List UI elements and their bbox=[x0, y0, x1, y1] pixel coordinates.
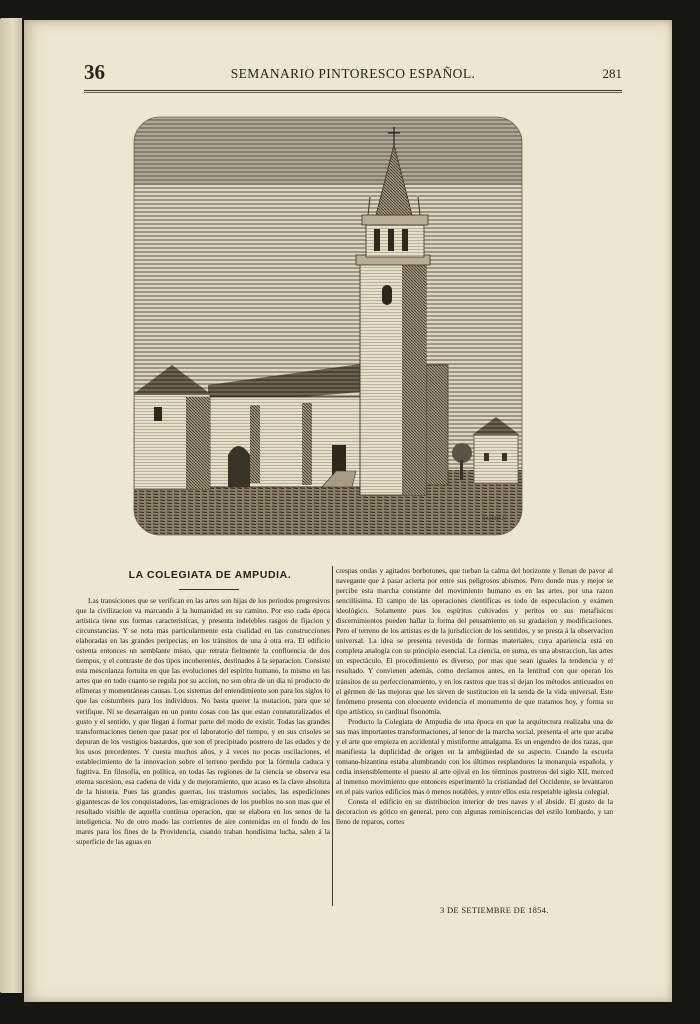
header-rule bbox=[84, 90, 622, 91]
text-column-2 bbox=[336, 566, 613, 904]
publication-date: 3 DE SETIEMBRE DE 1854. bbox=[440, 905, 549, 915]
church-nave bbox=[208, 363, 384, 487]
text-column-1 bbox=[76, 596, 330, 906]
facing-page-edge bbox=[0, 18, 22, 993]
article-title: LA COLEGIATA DE AMPUDIA. bbox=[128, 569, 292, 581]
title-rule bbox=[179, 589, 239, 590]
paragraph: crespas ondas y agitados borbotones, que turban la calma del horizonte y llenan de pavor al navegante que á pasar acierta por entre sus peligrosos abismos. Pero donde mas y mejor se percibe esta marcha constante del movimiento humano es en las artes, por una razon sencillísima. El campo de las operaciones científicas es todo de especulacion y exámen ideológico. Solamente pues los espíritus cultivados y peritos en sus metafísicos discernimientos pueden hallar la forma del pensamiento en su gradacion y modificaciones. Pero el terreno de los artistas es de la jurisdiccion de los sentidos, y se presta á la observacion universal. La idea se presenta revestida de formas materiales, cuya apariencia está en completa analogía con su principio esencial. La ciencia, en suma, es una abstraccion, las artes un espectáculo. El procedimiento es diverso, por mas que sean iguales la tendencia y el resultado. Y convienen además, como decíamos antes, en la lentitud con que operan los tránsitos de su perfeccionamiento, y en los rastros que tras sí dejan los métodos anticuados en el gérmen de las mejoras que les sirven de sustitucion en la senda de la vida universal. Este fenómeno presenta con elocuente evidencia el monumento de que tratamos hoy, y forma su tipo artístico, su cardinal fisonomía. bbox=[336, 566, 613, 716]
column-divider bbox=[332, 566, 333, 906]
header-rule-secondary bbox=[84, 92, 622, 93]
engraver-signature: RAMIREZ bbox=[482, 517, 505, 522]
issue-number: 36 bbox=[84, 60, 105, 84]
page-number: 281 bbox=[602, 66, 622, 81]
church-engraving bbox=[132, 115, 524, 537]
newspaper-page bbox=[24, 20, 672, 1002]
paragraph: Las transiciones que se verifican en las artes son hijas de los periodos progresivos que la civilizacion va marcando á la humanidad en su camino. Por eso cada época artística tiene sus formas características, y presenta indelebles rasgos de fijacion y circunstancias. Y se nota mas particularmente esta cualidad en las construcciones elaboradas en las grandes peripecias, en los tránsitos de una á otra era. El edificio ostenta entonces un semblante misto, que retrata fielmente la confluencia de dos tiempos, y el contraste de dos tipos incoherentes, destinados á la separacion. Consiste esta mescolanza fortuita en que las evoluciones del espíritu humano, lo mismo en las artes que en todo cuanto se regula por su accion, no son obra de un dia ni producto de efímeras y momentáneas causas. Los sistemas del entendimiento son para los siglos lo que las costumbres para los individuos. No basta querer la mutacion, para que se verifique. Ni se desarraigan en un punto cosas con las que estan connaturalizados el gusto y el sentido, y que llegan á formar parte del modo de existir. Todas las grandes transformaciones tienen que pasar por el laboratorio del tiempo, y en sus crisoles se depuran de los vestigios bastardos, que son el precipitado postrero de las edades y de los usos precedentes. Y cuesta muchos años, y á veces no pocas oscilaciones, el establecimiento de la innovacion sobre el terreno perdido por la fórmula caduca y fugitiva. En filosofía, en política, en todas las regiones de la ciencia se observa esa eterna sucesion, esa cadena de vida y de mejoramiento, que acaso es la clave absoluta de la historia. Pues las grandes guerras, los trastornos sociales, las espediciones gigantescas de los conquistadores, las emigraciones de los pueblos no son mas que el resultado visible de aquella contínua operacion, que se elabora en los senos de la inteligencia. No de otro modo las corrientes de aire contenidas en el fondo de los mares para los fines de la Providencia, cuando traban hondísima lucha, salen á la superficie de las aguas en bbox=[76, 596, 330, 847]
publication-title: SEMANARIO PINTORESCO ESPAÑOL. bbox=[230, 66, 476, 81]
paragraph: Producto la Colegiata de Ampudia de una época en que la arquitectura realizaba una de sus mas importantes transformaciones, al tenor de la marcha social, presenta el arte que acaba y el arte que empieza en accidental y mistiforme amalgama. Es un engendro de dos razas, que manifiesta la duplicidad de origen en la ambigüedad de su aspecto. Cuando la escuela romano-bizantina estaba alumbrando con los últimos resplandores la monarquía española, y cedia insensiblemente el puesto al arte ojival en los términos postreros del siglo XII, merced al inmenso movimiento que entonces esperimentó la cristiandad del Occidente, se levantaron en el pais varios edificios mas ó menos notables, y entre ellos esta respetable iglesia colegial. bbox=[336, 716, 613, 797]
paragraph: Consta el edificio en su distribucion interior de tres naves y el ábside. El gusto de la decoracion es gótico en general, pero con algunas reminiscencias del estilo lombardo, y tan lleno de reparos, cortes bbox=[336, 797, 613, 827]
page-header bbox=[84, 60, 622, 90]
